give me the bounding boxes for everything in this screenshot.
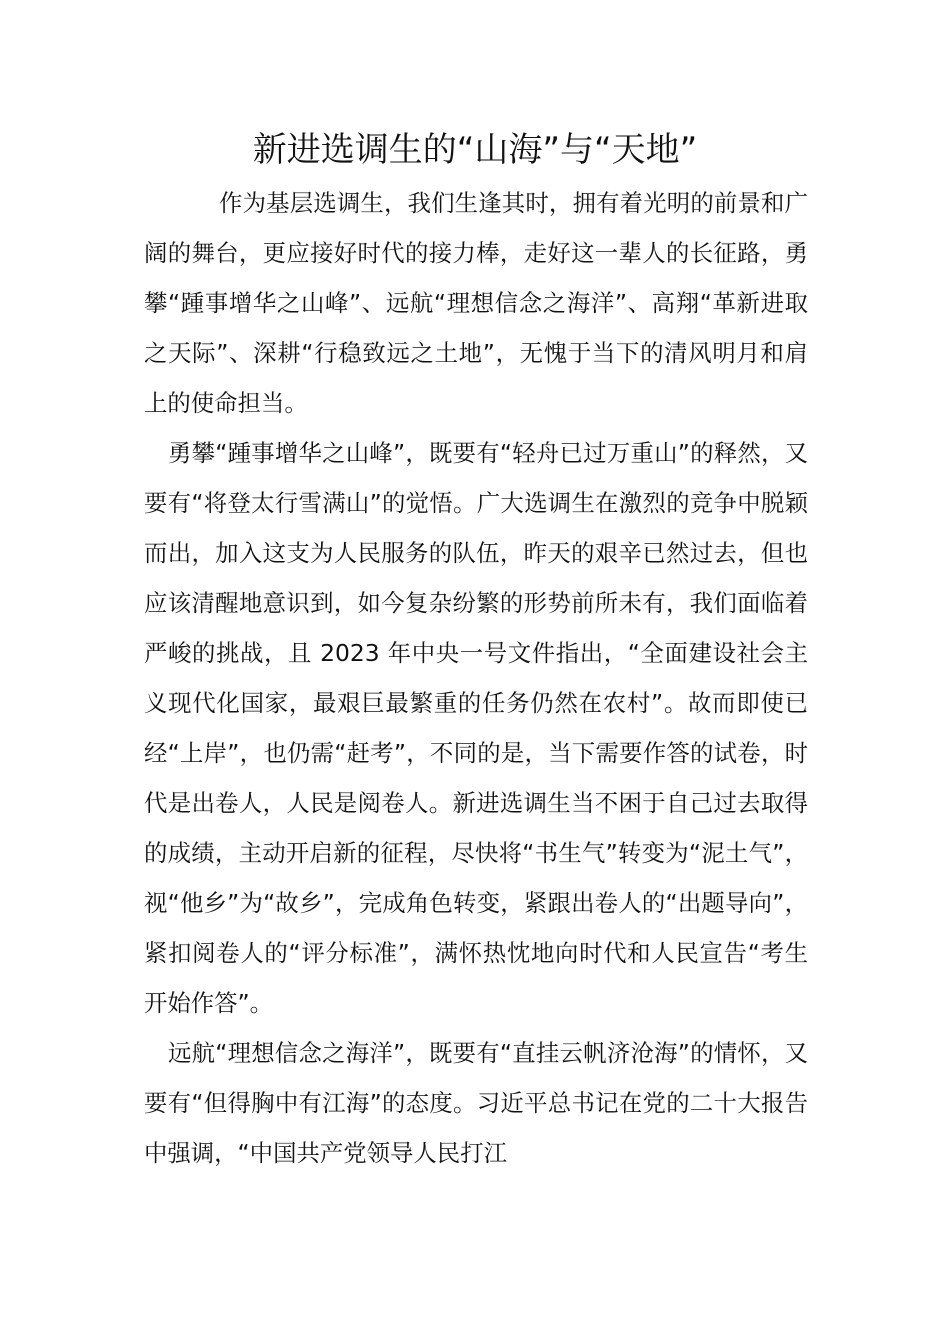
paragraph-intro: 作为基层选调生，我们生逢其时，拥有着光明的前景和广阔的舞台，更应接好时代的接力棒，走好这一辈人的长征路，勇攀“踵事增华之山峰”、远航“理想信念之海洋”、高翔“革新进取之天际”、深耕“行稳致远之土地”，无愧于当下的清风明月和肩上的使命担当。 <box>144 189 808 417</box>
document-body <box>144 178 808 1178</box>
paragraph-ocean: 远航“理想信念之海洋”，既要有“直挂云帆济沧海”的情怀，又要有“但得胸中有江海”的态度。习近平总书记在党的二十大报告中强调，“中国共产党领导人民打江 <box>144 1039 808 1167</box>
document-title: 新进选调生的“山海”与“天地” <box>252 130 698 170</box>
paragraph-mountain: 勇攀“踵事增华之山峰”，既要有“轻舟已过万重山”的释然，又要有“将登太行雪满山”的觉悟。广大选调生在激烈的竞争中脱颖而出，加入这支为人民服务的队伍，昨天的艰辛已然过去，但也应该清醒地意识到，如今复杂纷繁的形势前所未有，我们面临着严峻的挑战，且 2023 年中央一号文件指出，“全面建设社会主义现代化国家，最艰巨最繁重的任务仍然在农村”。故而即使已经“上岸”，也仍需“赶考”，不同的是，当下需要作答的试卷，时代是出卷人，人民是阅卷人。新进选调生当不困于自己过去取得的成绩，主动开启新的征程，尽快将“书生气”转变为“泥土气”，视“他乡”为“故乡”，完成角色转变，紧跟出卷人的“出题导向”，紧扣阅卷人的“评分标准”，满怀热忱地向时代和人民宣告“考生开始作答”。 <box>144 439 808 1017</box>
